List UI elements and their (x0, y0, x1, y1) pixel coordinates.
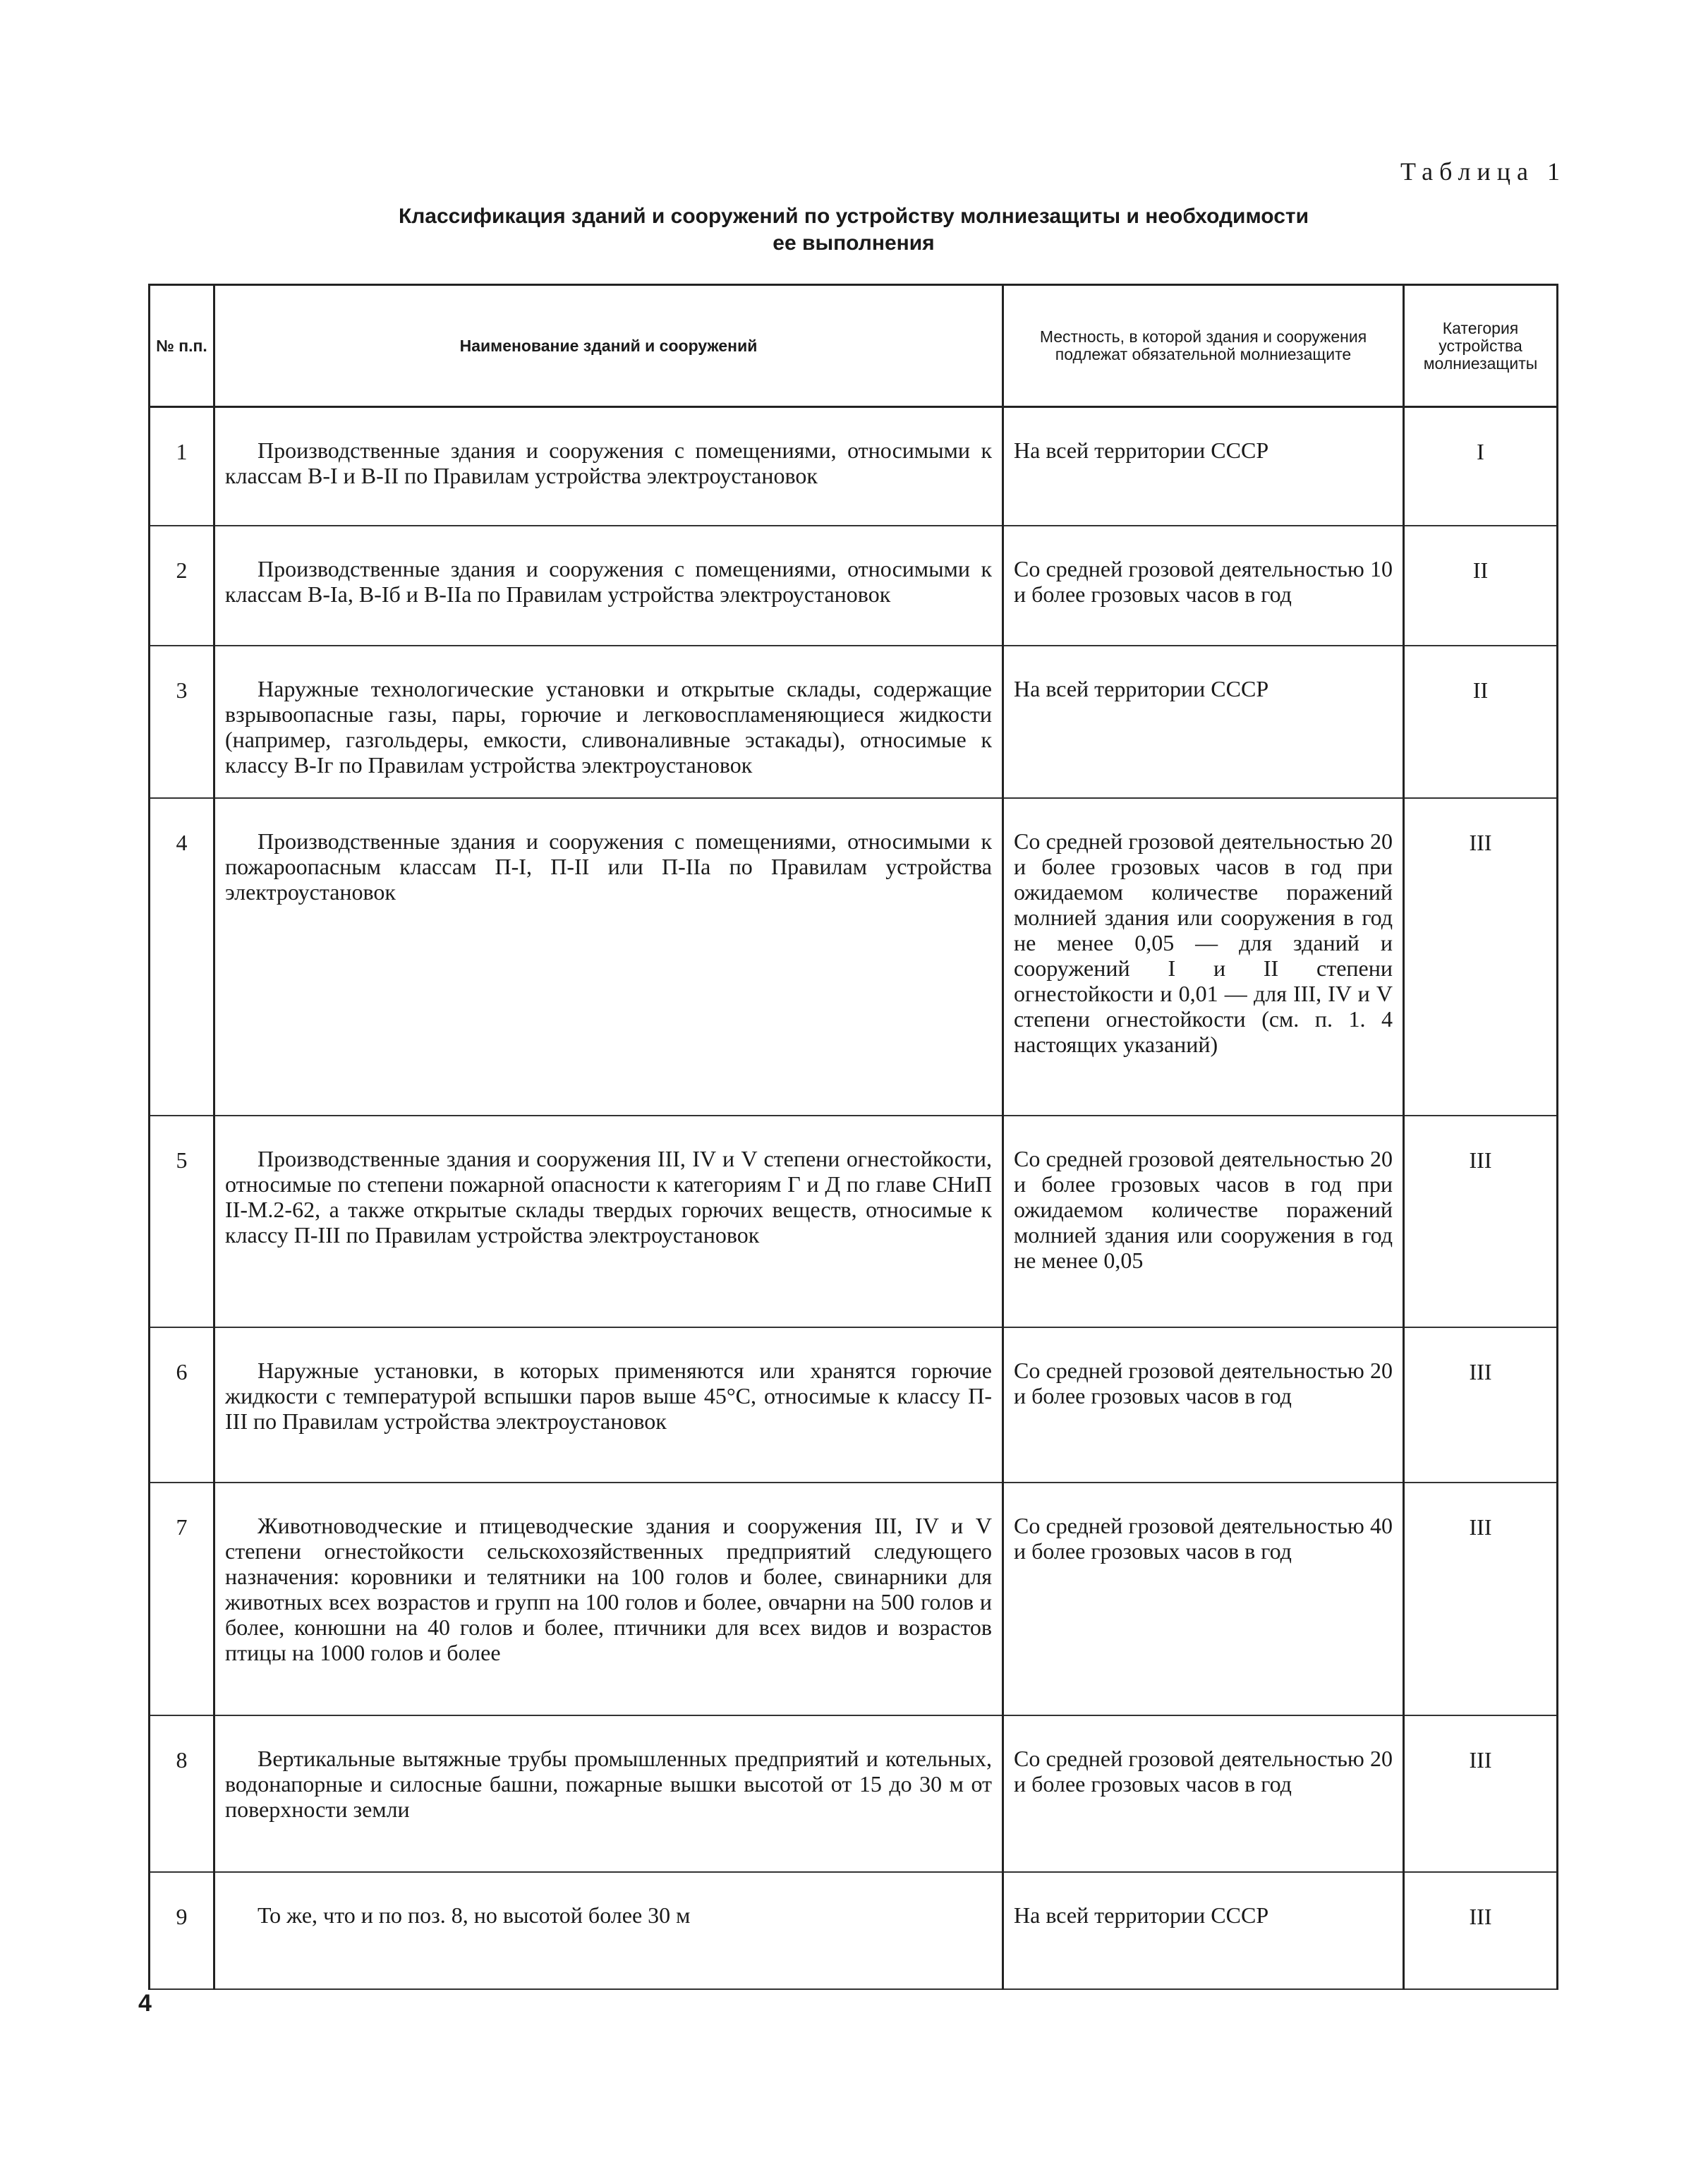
row-category: II (1404, 526, 1558, 646)
row-area: Со средней грозовой деятельностью 20 и более грозовых часов в год (1003, 1327, 1404, 1483)
row-name (214, 1327, 1003, 1483)
row-num: 5 (150, 1116, 214, 1327)
row-category: III (1404, 1872, 1558, 1989)
row-area: Со средней грозовой деятельностью 10 и более грозовых часов в год (1003, 526, 1404, 646)
row-name (214, 407, 1003, 526)
row-name (214, 1715, 1003, 1872)
classification-table (148, 284, 1558, 1990)
table-row (150, 1116, 1558, 1327)
row-name-text: Наружные технологические установки и открытые склады, содержащие взрывоопасные газы, пары, горючие и легковоспламеняющиеся жидкости (например, газгольдеры, емкости, сливоналивные эстакады), относимые к классу В-Iг по Правилам устройства электроустановок (225, 675, 992, 778)
table-row (150, 526, 1558, 646)
row-category: II (1404, 646, 1558, 798)
table-header-row (150, 285, 1558, 407)
row-num: 9 (150, 1872, 214, 1989)
table-label: Таблица 1 (1400, 157, 1566, 186)
row-category: III (1404, 1327, 1558, 1483)
row-num: 6 (150, 1327, 214, 1483)
row-name-text: Животноводческие и птицеводческие здания и сооружения III, IV и V степени огнестойкости сельскохозяйственных предприятий следующего назначения: коровники и телятники на 100 голов и более, свинарники для животных всех возрастов и групп на 100 голов и более, овчарни на 500 голов и более, конюшни на 40 голов и более, птичники для всех видов и возрастов птицы на 1000 голов и более (225, 1512, 992, 1665)
row-area: Со средней грозовой деятельностью 20 и более грозовых часов в год при ожидаемом количестве поражений молнией здания или сооружения в год не менее 0,05 — для зданий и сооружений I и II степени огнестойкости и 0,01 — для III, IV и V степени огнестойкости (см. п. 1. 4 настоящих указаний) (1003, 798, 1404, 1116)
caption-line-1: Классификация зданий и сооружений по устройству молниезащиты и необходимости (398, 205, 1309, 228)
row-area: Со средней грозовой деятельностью 20 и более грозовых часов в год (1003, 1715, 1404, 1872)
row-name-text: Производственные здания и сооружения с помещениями, относимыми к классам В-Iа, В-Iб и В-IIа по Правилам устройства электроустановок (225, 555, 992, 607)
row-name-text: То же, что и по поз. 8, но высотой более 30 м (258, 1902, 691, 1928)
row-num: 4 (150, 798, 214, 1116)
row-area: На всей территории СССР (1003, 646, 1404, 798)
header-name: Наименование зданий и сооружений (214, 285, 1003, 407)
header-category: Категория устройства молниезащиты (1404, 285, 1558, 407)
caption-line-2: ее выполнения (773, 231, 935, 255)
table-caption (212, 203, 1496, 257)
table-row (150, 1327, 1558, 1483)
row-name (214, 1872, 1003, 1989)
row-num: 8 (150, 1715, 214, 1872)
row-area: Со средней грозовой деятельностью 40 и более грозовых часов в год (1003, 1483, 1404, 1715)
row-num: 7 (150, 1483, 214, 1715)
row-name-text: Вертикальные вытяжные трубы промышленных предприятий и котельных, водонапорные и силосные башни, пожарные вышки высотой от 15 до 30 м от поверхности земли (225, 1745, 992, 1822)
row-area: Со средней грозовой деятельностью 20 и более грозовых часов в год при ожидаемом количестве поражений молнией здания или сооружения в год не менее 0,05 (1003, 1116, 1404, 1327)
table-row (150, 646, 1558, 798)
row-num: 3 (150, 646, 214, 798)
row-name-text: Производственные здания и сооружения с помещениями, относимыми к пожароопасным классам П-I, П-II или П-IIа по Правилам устройства электроустановок (225, 828, 992, 905)
row-name (214, 798, 1003, 1116)
row-num: 2 (150, 526, 214, 646)
table-row (150, 1715, 1558, 1872)
header-area: Местность, в которой здания и сооружения подлежат обязательной молниезащите (1003, 285, 1404, 407)
row-name (214, 1116, 1003, 1327)
row-num: 1 (150, 407, 214, 526)
table-row (150, 407, 1558, 526)
row-category: I (1404, 407, 1558, 526)
table-row (150, 1872, 1558, 1989)
row-category: III (1404, 1116, 1558, 1327)
row-name (214, 646, 1003, 798)
row-category: III (1404, 798, 1558, 1116)
row-category: III (1404, 1715, 1558, 1872)
row-area: На всей территории СССР (1003, 1872, 1404, 1989)
row-name-text: Производственные здания и сооружения с помещениями, относимыми к классам В-I и В-II по Правилам устройства электроустановок (225, 437, 992, 488)
page-number: 4 (138, 1990, 152, 2017)
row-name-text: Наружные установки, в которых применяются или хранятся горючие жидкости с температурой вспышки паров выше 45°С, относимые к классу П-III по Правилам устройства электроустановок (225, 1357, 992, 1434)
row-name-text: Производственные здания и сооружения III, IV и V степени огнестойкости, относимые по степени пожарной опасности к категориям Г и Д по главе СНиП II-М.2-62, а также открытые склады твердых горючих веществ, относимые к классу П-III по Правилам устройства электроустановок (225, 1145, 992, 1248)
table-row (150, 798, 1558, 1116)
row-category: III (1404, 1483, 1558, 1715)
row-name (214, 526, 1003, 646)
table-row (150, 1483, 1558, 1715)
header-num: № п.п. (150, 285, 214, 407)
row-name (214, 1483, 1003, 1715)
row-area: На всей территории СССР (1003, 407, 1404, 526)
